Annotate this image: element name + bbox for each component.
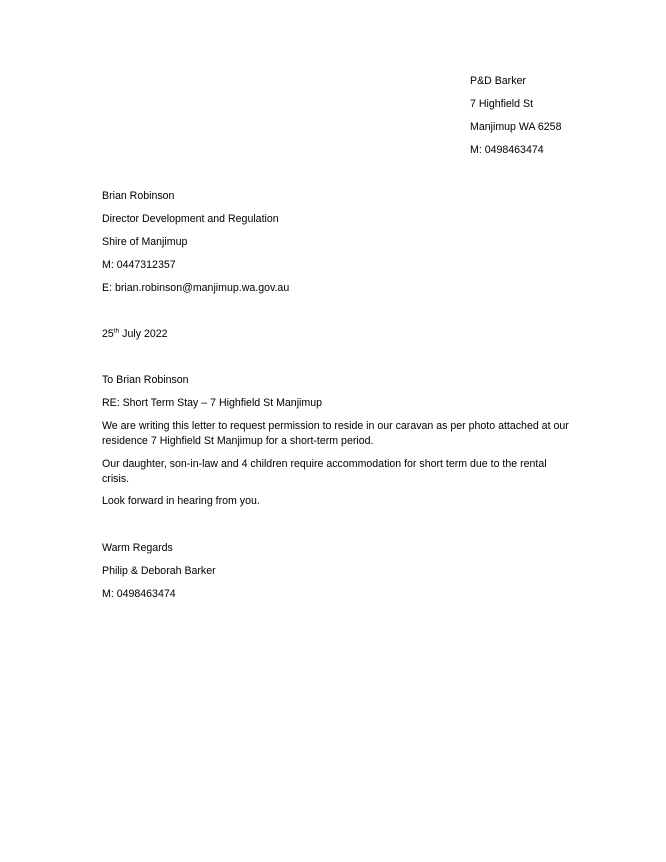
sender-mobile: M: 0498463474: [470, 144, 544, 156]
sender-name: P&D Barker: [470, 75, 526, 87]
date-day: 25: [102, 328, 114, 340]
date-rest: July 2022: [119, 328, 168, 340]
recipient-title: Director Development and Regulation: [102, 213, 279, 225]
recipient-name: Brian Robinson: [102, 190, 175, 202]
signoff: Warm Regards: [102, 542, 173, 554]
subject-line: RE: Short Term Stay – 7 Highfield St Manjimup: [102, 397, 323, 409]
body-paragraph-3: Look forward in hearing from you.: [102, 495, 260, 507]
sender-town: Manjimup WA 6258: [470, 121, 562, 133]
signatory-names: Philip & Deborah Barker: [102, 565, 216, 577]
recipient-email: E: brian.robinson@manjimup.wa.gov.au: [102, 282, 290, 294]
body-paragraph-2: Our daughter, son-in-law and 4 children require accommodation for short term due to the rental crisis.: [102, 458, 547, 485]
recipient-organisation: Shire of Manjimup: [102, 236, 188, 248]
date-suffix: th: [113, 327, 120, 335]
sender-street: 7 Highfield St: [470, 98, 534, 110]
body-paragraph-1: We are writing this letter to request permission to reside in our caravan as per photo attached at our residence 7 Highfield St Manjimup for a short-term period.: [102, 420, 569, 447]
signatory-mobile: M: 0498463474: [102, 588, 176, 600]
letter-date: [102, 327, 168, 341]
recipient-mobile: M: 0447312357: [102, 259, 176, 271]
salutation: To Brian Robinson: [102, 374, 189, 386]
